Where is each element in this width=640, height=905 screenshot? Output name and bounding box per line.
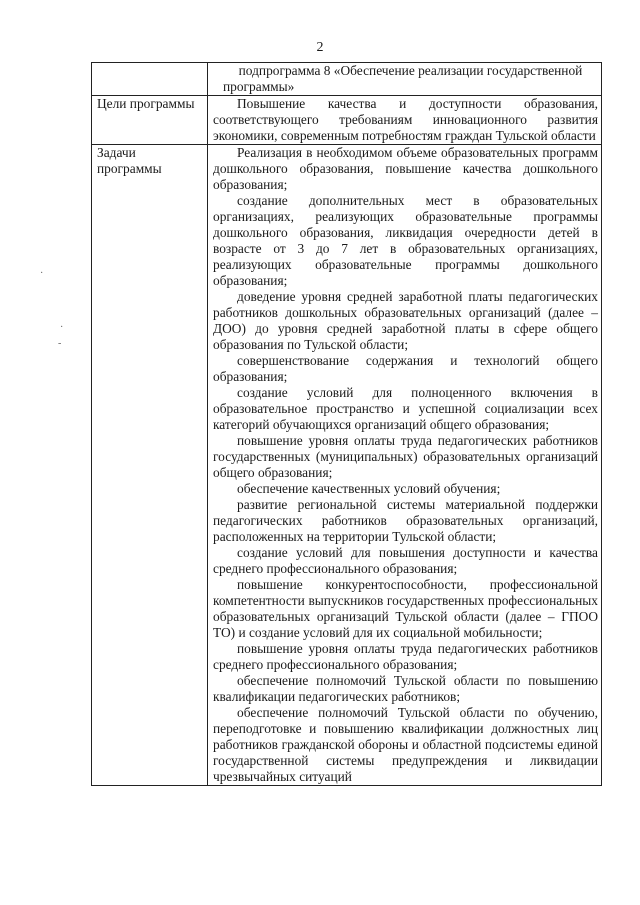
label-cell xyxy=(92,145,208,786)
task-paragraph: обеспечение полномочий Тульской области по обучению, переподготовке и повышению квалификации должностных лиц работников гражданской обороны и областной подсистемы единой государственной системы предупреждения и ликвидации чрезвычайных ситуаций xyxy=(213,705,598,784)
table-row xyxy=(92,96,602,145)
content-cell xyxy=(208,145,602,786)
scan-mark: · xyxy=(60,322,64,333)
program-passport-table xyxy=(91,62,602,786)
task-paragraph: совершенствование содержания и технологий общего образования; xyxy=(213,353,598,384)
label-cell xyxy=(92,96,208,145)
task-paragraph: повышение уровня оплаты труда педагогических работников государственных (муниципальных) образовательных организаций общего образования; xyxy=(213,433,598,480)
task-paragraph: развитие региональной системы материальной поддержки педагогических работников образовательных организаций, расположенных на территории Тульской области; xyxy=(213,497,598,544)
goal-paragraph: Повышение качества и доступности образования, соответствующего требованиям инновационного развития экономики, современным потребностям граждан Тульской области xyxy=(213,96,598,143)
row-label-tasks: Задачи программы xyxy=(97,145,162,176)
task-paragraph: Реализация в необходимом объеме образовательных программ дошкольного образования, повышение качества дошкольного образования; xyxy=(213,145,598,192)
task-paragraph: повышение конкурентоспособности, профессиональной компетентности выпускников государственных профессиональных образовательных организаций Тульской области (далее – ГПОО ТО) и создание условий для их социальной мобильности; xyxy=(213,577,598,640)
task-paragraph: повышение уровня оплаты труда педагогических работников среднего профессионального образования; xyxy=(213,641,598,672)
page-number: 2 xyxy=(316,40,324,55)
task-paragraph: обеспечение полномочий Тульской области по повышению квалификации педагогических работников; xyxy=(213,673,598,704)
content-cell xyxy=(208,96,602,145)
task-paragraph: обеспечение качественных условий обучения; xyxy=(237,481,501,496)
task-paragraph: создание условий для полноценного включения в образовательное пространство и успешной социализации всех категорий обучающихся организаций общего образования; xyxy=(213,385,598,432)
scan-mark: · xyxy=(40,268,44,279)
task-paragraph: создание дополнительных мест в образовательных организациях, реализующих образовательные программы дошкольного образования, ликвидация очередности детей в возрасте от 3 до 7 лет в образовательных организациях, реализующих образовательные программы дошкольного образования; xyxy=(213,193,598,288)
content-cell xyxy=(208,63,602,96)
task-paragraph: создание условий для повышения доступности и качества среднего профессионального образования; xyxy=(213,545,598,576)
task-paragraph: доведение уровня средней заработной платы педагогических работников дошкольных образовательных организаций (далее – ДОО) до уровня средней заработной платы в сфере общего образования по Тульской области; xyxy=(213,289,598,352)
row-label-goals: Цели программы xyxy=(97,96,195,111)
scan-mark: - xyxy=(58,338,62,349)
table-row xyxy=(92,145,602,786)
subprogram-text: подпрограмма 8 «Обеспечение реализации государственной программы» xyxy=(223,63,583,94)
table-row xyxy=(92,63,602,96)
label-cell xyxy=(92,63,208,96)
